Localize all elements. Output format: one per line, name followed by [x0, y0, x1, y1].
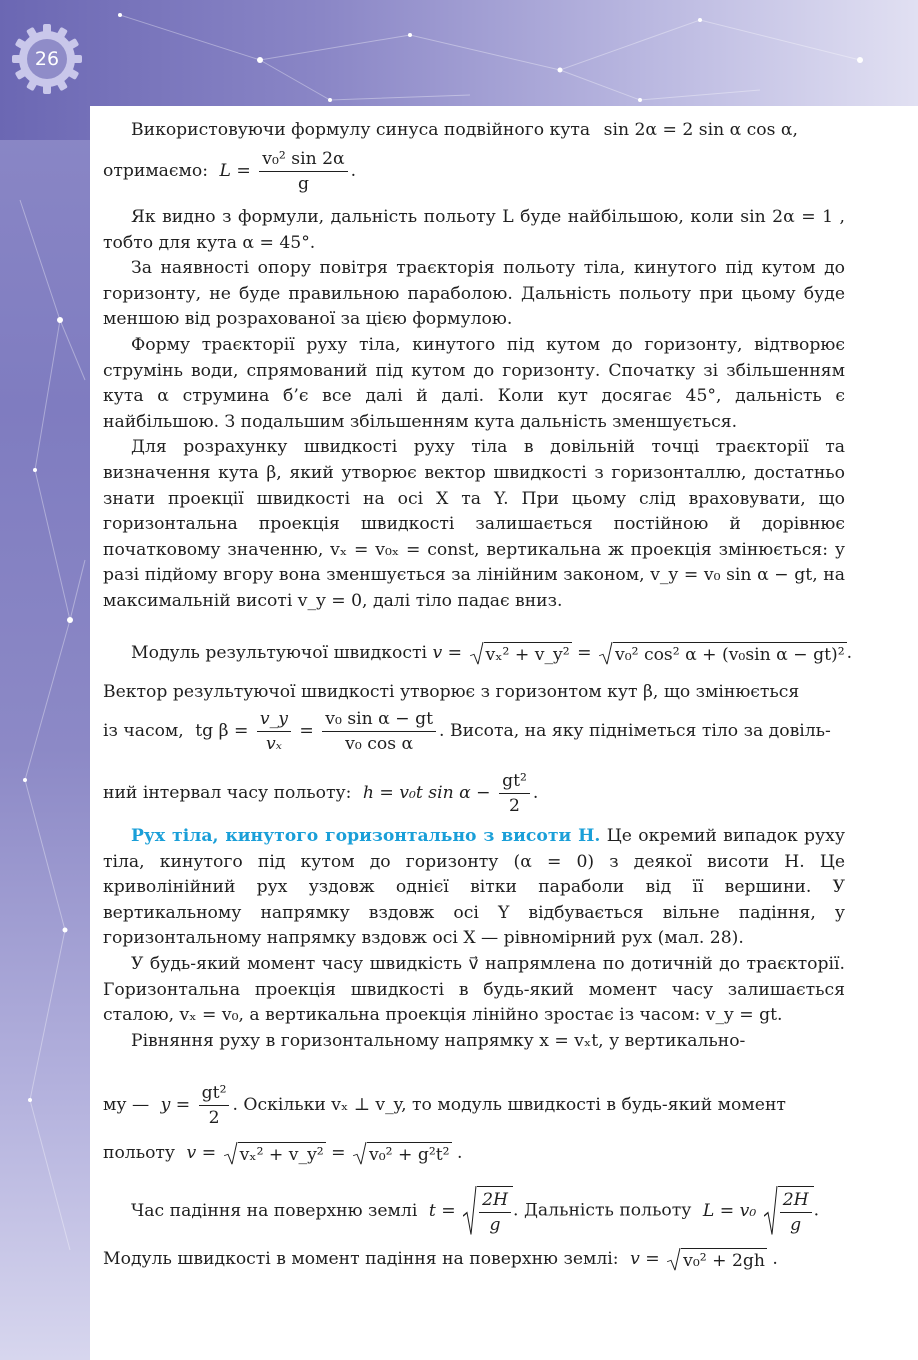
text-segment: Використовуючи формулу синуса подвійного кута	[131, 120, 591, 140]
paragraph-motion-equation: Рівняння руху в горизонтальному напрямку x = vₓt, у вертикально-	[131, 1030, 746, 1051]
sqrt-expression: vₓ² + v_y²	[470, 642, 572, 665]
text-segment: отримаємо:	[103, 161, 209, 181]
page-number: 26	[34, 48, 60, 70]
paragraph-range-max: Як видно з формули, дальність польоту L буде найбільшою, коли sin 2α = 1 , тобто для кута α = 45°.	[103, 207, 845, 253]
text-segment: ний інтервал часу польоту:	[103, 783, 352, 803]
formula-y: y =	[160, 1095, 191, 1115]
fraction: $\frac{\text{gt²}}{2}$	[199, 1082, 230, 1129]
sqrt-expression: vₓ² + v_y²	[224, 1142, 326, 1165]
fraction-numerator: v₀² sin 2α	[259, 148, 347, 172]
formula-v: v =	[432, 643, 463, 663]
sqrt-expression: $\frac{2H}{g}$	[764, 1186, 814, 1236]
text-line: Вектор результуючої швидкості утворює з горизонтом кут β, що змінюється	[103, 682, 800, 702]
text-segment: му —	[103, 1095, 150, 1115]
formula-line-speed: польоту v = vₓ² + v_y² = v₀² + g²t² .	[103, 1143, 463, 1165]
sqrt-expression: v₀² + 2gh	[667, 1248, 767, 1271]
section-heading: Рух тіла, кинутого горизонтально з висоти H.	[131, 826, 601, 846]
formula-line-landing-speed: Модуль швидкості в момент падіння на поверхню землі: v = v₀² + 2gh .	[103, 1249, 778, 1271]
sqrt-expression: v₀² cos² α + (v₀sin α − gt)²	[599, 642, 847, 665]
formula-line-velocity-modulus: Модуль результуючої швидкості v = vₓ² + v_y² = v₀² cos² α + (v₀sin α − gt)² .	[103, 642, 845, 665]
paragraph-water-jet: Форму траєкторії руху тіла, кинутого під кутом до горизонту, відтворює струмінь води, спрямований під кутом до горизонту. Спочатку зі збільшенням кута α струмина б’є все далі й далі. Коли кут досягає 45°, дальність є найбільшою. З подальшим збільшенням кута дальність зменшується.	[103, 334, 845, 432]
text-segment: . Оскільки vₓ ⊥ v_y, то модуль швидкості в будь-який момент	[232, 1095, 786, 1115]
fraction	[259, 148, 347, 195]
fraction-denominator: g	[297, 174, 309, 194]
paragraph-velocity-projections: Для розрахунку швидкості руху тіла в довільній точці траєкторії та визначення кута β, який утворює вектор швидкості з горизонталлю, достатньо знати проекції швидкості на осі X та Y. При цьому слід враховувати, що горизонтальна проекція швидкості залишається постійною й дорівнює початковому значенню, vₓ = v₀ₓ = const, вертикальна ж проекція змінюється: у разі підйому вгору вона зменшується за лінійним законом, v_y = v₀ sin α − gt, на максимальній висоті v_y = 0, далі тіло падає вниз.	[103, 437, 845, 611]
text-segment: польоту	[103, 1143, 176, 1163]
fraction: $\frac{v\_y}{\text{vₓ}}$	[257, 708, 291, 755]
text-segment: Модуль швидкості в момент падіння на поверхню землі:	[103, 1249, 619, 1269]
fraction: $\frac{\text{gt²}}{2}$	[499, 770, 530, 817]
text-block-1	[103, 205, 845, 615]
sqrt-expression: v₀² + g²t²	[353, 1142, 452, 1165]
formula-line-height: ний інтервал часу польоту: h = v₀t sin α − $\frac{\text{gt²}}{2}$ .	[103, 771, 539, 816]
sqrt-expression: $\frac{2H}{g}$	[463, 1186, 513, 1236]
paragraph-horizontal-throw: Рух тіла, кинутого горизонтально з висоти H. Це окремий випадок руху тіла, кинутого під кутом до горизонту (α = 0) з деякої висоти H. Це криволінійний рух уздовж однієї вітки параболи від її вершини. У вертикальному напрямку вздовж осі Y відбувається вільне падіння, у горизонтальному напрямку вздовж осі X — рівномірний рух (мал. 28).	[103, 826, 845, 949]
formula-line-tg-beta: із часом, tg β = $\frac{v\_y}{\text{vₓ}}$ = $\frac{\text{v₀ sin α − gt}}{\text{v₀ cos α}}$ . Висота, на яку підніметься тіло за довіль-	[103, 709, 831, 754]
text-segment: із часом,	[103, 721, 184, 741]
text-block-2	[103, 824, 845, 1054]
text-segment: . Висота, на яку підніметься тіло за довіль-	[439, 721, 831, 741]
paragraph-air-resistance: За наявності опору повітря траєкторія польоту тіла, кинутого під кутом до горизонту, не буде правильною параболою. Дальність польоту при цьому буде меншою від розрахованої за цією формулою.	[103, 258, 845, 330]
text-segment: Модуль результуючої швидкості	[131, 643, 427, 663]
formula-line-1: Використовуючи формулу синуса подвійного кута sin 2α = 2 sin α cos α,	[103, 120, 845, 140]
paragraph-tangent-velocity: У будь-який момент часу швидкість v⃗ напрямлена по дотичній до траєкторії. Горизонтальна проекція швидкості в будь-який момент часу залишається сталою, vₓ = v₀, а вертикальна проекція лінійно зростає із часом: v_y = gt.	[103, 953, 845, 1026]
formula-sin2a: sin 2α = 2 sin α cos α	[603, 120, 793, 140]
text-segment: Час падіння на поверхню землі	[131, 1200, 418, 1221]
formula-L: L =	[219, 161, 251, 181]
formula-line-2: отримаємо: L = $\frac{\text{v₀² sin 2α}}{g}$ .	[103, 149, 357, 194]
fraction: $\frac{\text{v₀ sin α − gt}}{\text{v₀ cos α}}$	[322, 708, 436, 755]
formula-h: h = v₀t sin α −	[362, 783, 491, 803]
text-segment: . Дальність польоту	[513, 1200, 692, 1221]
formula-line-y	[103, 1082, 845, 1129]
formula-tg-beta: tg β =	[195, 721, 249, 741]
formula-line-fall-time: Час падіння на поверхню землі t = $\frac{2H}{g}$ . Дальність польоту L = v₀ $\frac{2H}{g}$ .	[103, 1186, 845, 1236]
